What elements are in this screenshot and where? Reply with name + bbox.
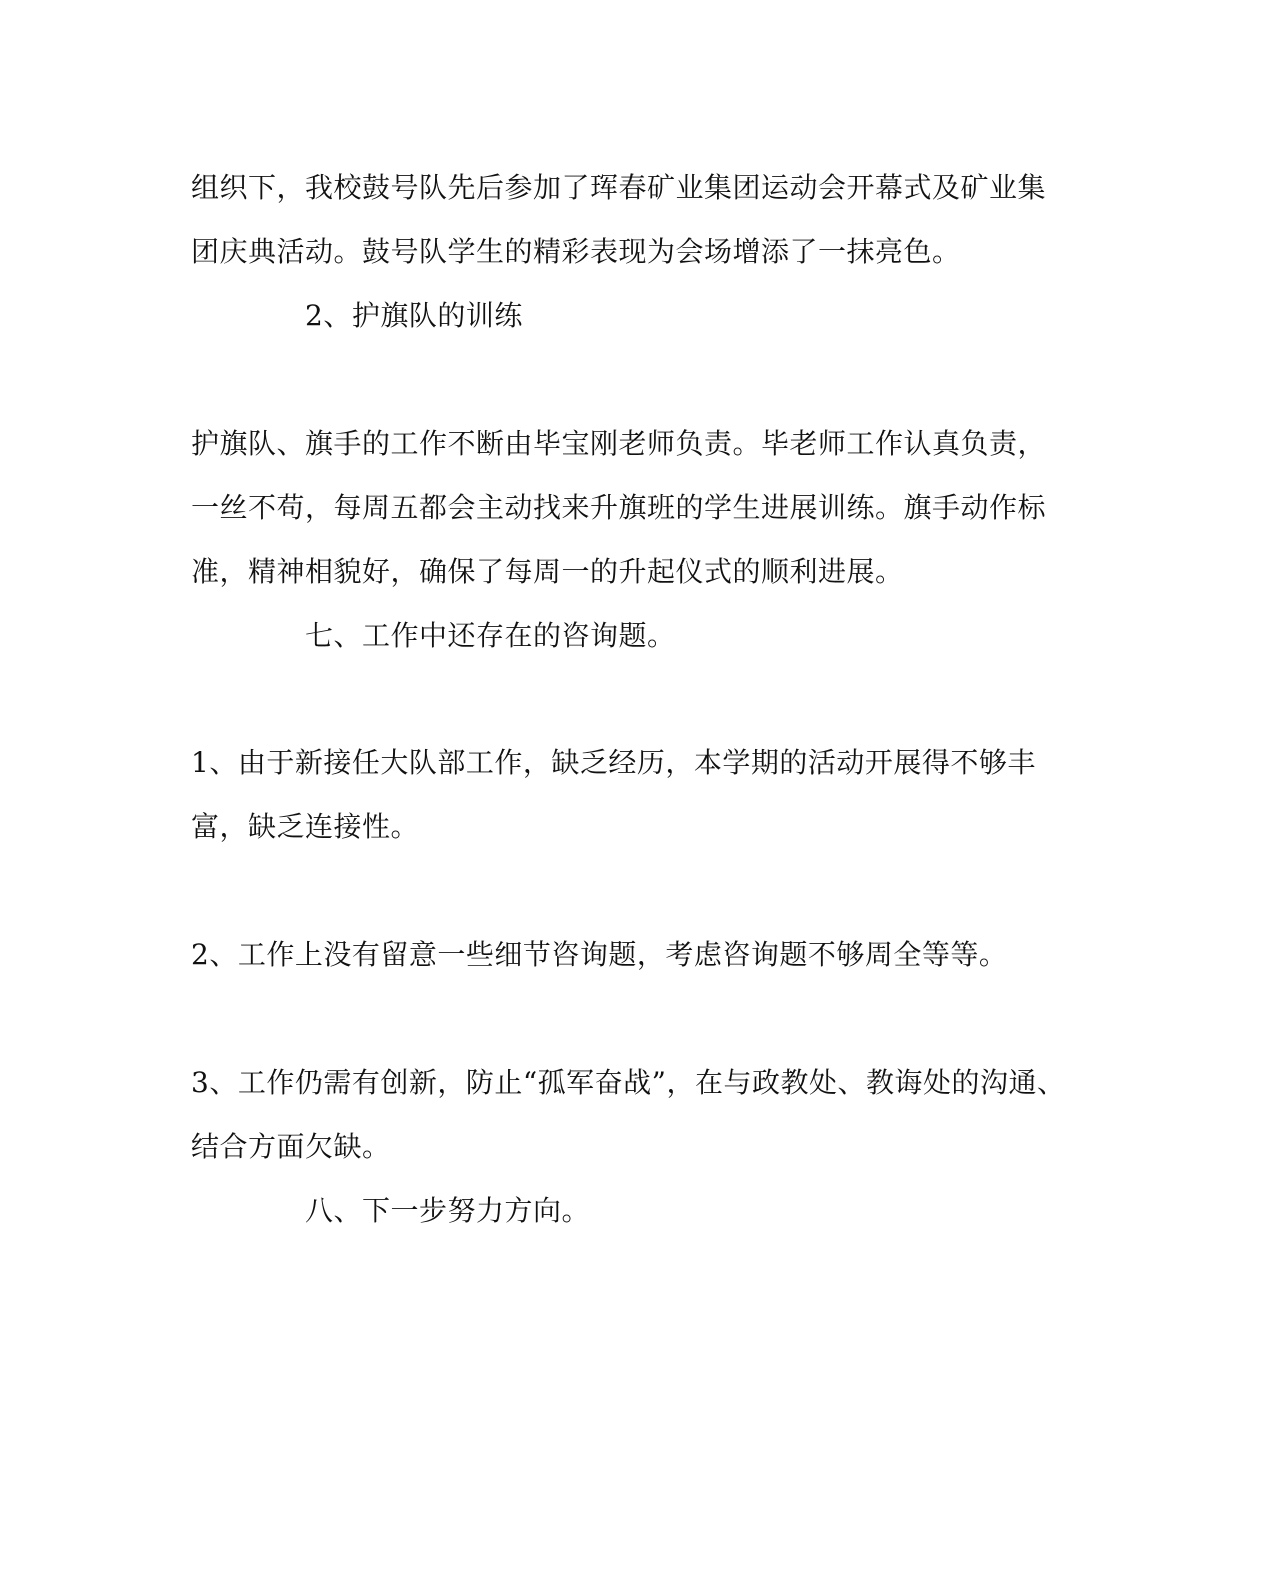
- paragraph-line-2: 团庆典活动。鼓号队学生的精彩表现为会场增添了一抹亮色。: [191, 235, 961, 268]
- list-item-1-line-1: 1、由于新接任大队部工作，缺乏经历，本学期的活动开展得不够丰: [191, 746, 1036, 779]
- paragraph-line-3: 护旗队、旗手的工作不断由毕宝刚老师负责。毕老师工作认真负责，: [191, 427, 1047, 460]
- list-item-2: 2、工作上没有留意一些细节咨询题，考虑咨询题不够周全等等。: [191, 938, 1008, 971]
- list-item-3-line-1: 3、工作仍需有创新，防止“孤军奋战”，在与政教处、教诲处的沟通、: [191, 1066, 1066, 1099]
- paragraph-line-4: 一丝不苟，每周五都会主动找来升旗班的学生进展训练。旗手动作标: [191, 491, 1047, 524]
- paragraph-line-5: 准，精神相貌好，确保了每周一的升起仪式的顺利进展。: [191, 555, 904, 588]
- subheading-flag-guard-training: 2、护旗队的训练: [305, 299, 523, 332]
- list-item-1-line-2: 富，缺乏连接性。: [191, 810, 420, 843]
- paragraph-line-1: 组织下，我校鼓号队先后参加了珲春矿业集团运动会开幕式及矿业集: [191, 171, 1047, 204]
- section-heading-next-steps: 八、下一步努力方向。: [305, 1194, 591, 1227]
- list-item-3-line-2: 结合方面欠缺。: [191, 1130, 391, 1163]
- section-heading-problems: 七、工作中还存在的咨询题。: [305, 619, 676, 652]
